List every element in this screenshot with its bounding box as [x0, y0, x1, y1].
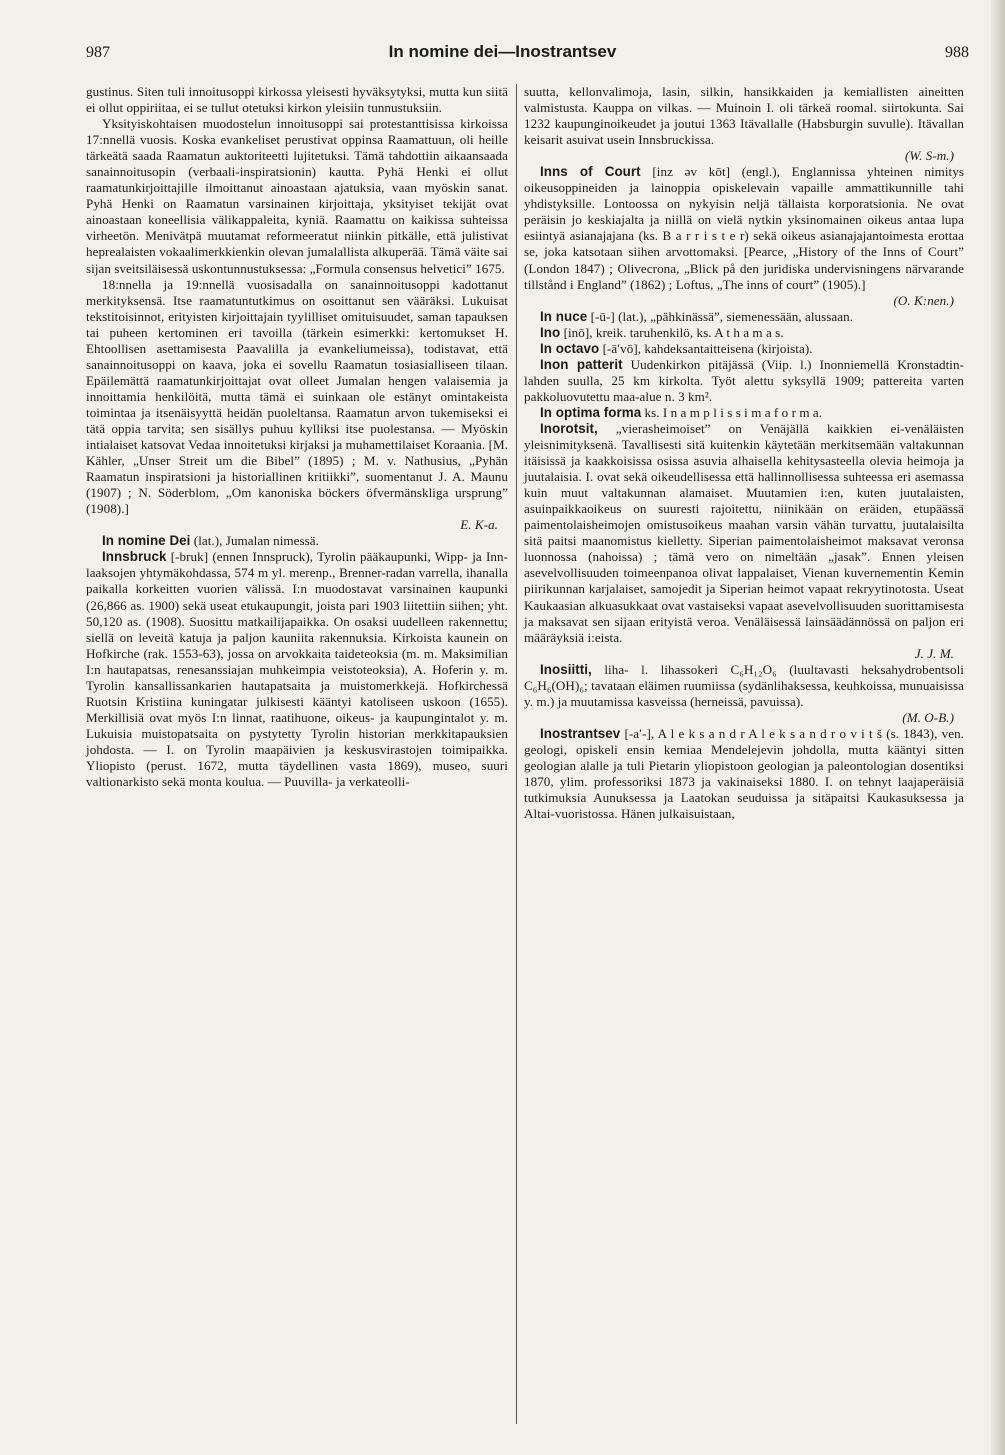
column-divider — [516, 84, 517, 1424]
entry-headword: Inns of Court — [540, 164, 641, 180]
body-paragraph — [86, 277, 508, 518]
page-number-left: 987 — [86, 44, 110, 61]
entry-text: J. J. M. — [914, 645, 954, 661]
entry-headword: Inostrantsev — [540, 725, 621, 741]
entry-paragraph — [524, 421, 964, 646]
entry-text: (lat.), Jumalan nimessä. — [193, 533, 319, 549]
entry-text: [-a′-], A l e k s a n d r A l e k s a n d r o v i t š (s. 1843), ven. geologi, opiskeli ensin kemiaa Mendelejevin johdolla, mutta kääntyi sitten geologian alalle ja tuli Pietarin yliopistoon geologian ja paleontologian dosentiksi 1870, ylim. professoriksi 1873 ja vakinaiseksi 1880. I. on tehnyt laajaperäisiä tutkimuksia Aunuksessa ja Laatokan seuduissa ja sitäpaitsi Kaukasuksessa ja Altai-vuoristossa. Hänen julkaisuistaan, — [524, 725, 964, 822]
left-column — [86, 84, 508, 790]
entry-paragraph — [524, 405, 964, 421]
entry-paragraph — [86, 549, 508, 790]
body-paragraph — [524, 84, 964, 148]
entry-text: (M. O-B.) — [902, 709, 954, 725]
entry-text: [-ū-] (lat.), „pähkinässä”, siemenessään, alussaan. — [590, 308, 854, 324]
entry-text: (O. K:nen.) — [893, 292, 954, 308]
entry-paragraph — [524, 164, 964, 292]
entry-text: 18:nnella ja 19:nnellä vuosisadalla on sanainnoitusoppi kadottanut merkityksensä. Itse raamatuntutkimus on osoittanut sen vääräksi. Lukuisat tekstitoisinnot, erityisten kirjoittajain tyylilliset omituisuudet, saman tapauksen tai puheen kertominen eri tavoilla (tärkein esimerkki: kertomukset H. Ehtoollisen asettamisesta Paavalilla ja evankeliumeissa), todistavat, että sanainnoitusoppi on kaava, joka ei sovellu Raamatun tosiasialliseen tilaan. Epäilemättä raamatunkirjoittajat ovat olleet Jumalan hengen valaisemia ja innoittamia henkilöitä, mutta tämä ei suinkaan ole estänyt omintakeista toimintaa ja itsenäisyyttä heidän puoleltansa. Raamatun arvon tukemiseksi ei tätä oppia tarvita; sen sisällys puhuu kylliksi itse puolestansa. — Myöskin intialaiset katsovat Vedaa innoitetuksi kirjaksi ja muhamettilaiset Koraania. [M. Kähler, „Unser Streit um die Bibel” (1895) ; M. v. Nathusius, „Pyhän Raamatun inspiratsioni ja historiallinen kritiikki”, suomentanut J. A. Maunu (1907) ; N. Söderblom, „Om kanoniska böckers öfvermänskliga ursprung” (1908).] — [86, 276, 508, 517]
entry-text: Uudenkirkon pitäjässä (Viip. l.) Inonniemellä Kronstadtin-lahden suulla, 25 km kirkolta. Työt alettu syksyllä 1909; pattereita varten pakkoluovutettu maa-alue n. 3 km². — [524, 356, 965, 404]
entry-paragraph — [524, 662, 964, 710]
entry-paragraph — [524, 325, 964, 341]
entry-text: [inō], kreik. taruhenkilö, ks. A t h a m a s. — [563, 324, 784, 340]
author-signature — [524, 148, 964, 164]
entry-headword: In nuce — [540, 308, 588, 324]
author-signature — [524, 646, 964, 662]
entry-headword: In optima forma — [540, 404, 642, 420]
body-paragraph — [86, 84, 508, 116]
entry-text: suutta, kellonvalimoja, lasin, silkin, hansikkaiden ja kemiallisten aineitten valmistusta. Kauppa on vilkas. — Muinoin I. oli tärkeä roomal. siirtokunta. Sai 1232 kaupunginoikeudet ja joutui 1363 Itävallalle (Habsburgin suvulle). Itävallan keisarit asuivat usein Innsbruckissa. — [524, 84, 964, 148]
entry-text: „vierasheimoiset” on Venäjällä kaikkien ei-venäläisten yleisnimityksenä. Tavallisesti sitä kuitenkin käytetään merkitsemään valtakunnan itäisissä ja kaakkoisissa osissa asuvia alhaisella kehitysasteella olevia heimoja ja juutalaisia. I. ovat sekä oikeudellisessa että hallinnollisessa suhteessa eri asemassa kuin muut valtakunnan alamaiset. Muutamien i:en, kuten juutalaisten, asuinpaikkaoikeus on suuresti rajoitettu, niinikään on eräiden, etupäässä paimentolaisheimojen omistusoikeus maahan varsin vähän turvattu, juutalaisilta sitä paitsi maanomistus kielletty. Siperian paimentolaisheimot maksavat veronsa luonnossa (nahoissa) ; tämä vero on nimeltään „jasak”. Ennen yleisen asevelvollisuuden toimeenpanoa olivat lappalaiset, Vienan kuvernementin Kemin piirikunnan karjalaiset, samojedit ja Siperian heimot vapaat rekryytinotosta. Useat Kaukaasian alkuasukkaat ovat vastaiseksi vapaat asevelvollisuuden suorittamisesta ja maksavat sen sijaan erityistä veroa. Venäläisessä lainsäädännössä on paljon eri määräyksiä i:eista. — [524, 420, 965, 645]
entry-paragraph — [524, 309, 964, 325]
entry-text: (W. S-m.) — [904, 148, 954, 164]
entry-headword: Inosiitti, — [540, 661, 592, 677]
entry-text: liha- l. lihassokeri C₆H₁₂O₆ (luultavasti heksahydrobentsoli C₆H₆(OH)₆; tavataan eläimen ruumiissa (sydänlihaksessa, keuhkoissa, munuaisissa y. m.) ja muutamissa kasveissa (herneissä, pavuissa). — [524, 661, 964, 709]
entry-text: gustinus. Siten tuli innoitusoppi kirkossa yleisesti hyväksytyksi, mutta kun siitä ei ollut oppiriitaa, ei se tullut otetuksi kirkon yleisiin tunnustuksiin. — [86, 84, 508, 116]
entry-text: ks. I n a m p l i s s i m a f o r m a. — [644, 404, 823, 420]
right-column — [524, 84, 964, 822]
author-signature — [524, 293, 964, 309]
entry-headword: In octavo — [540, 340, 600, 356]
page-number-right: 988 — [945, 44, 969, 61]
entry-text: [-ā′vō], kahdeksantaitteisena (kirjoista). — [602, 340, 813, 356]
entry-paragraph — [524, 341, 964, 357]
page-edge-shadow — [991, 0, 1005, 1455]
author-signature — [524, 710, 964, 726]
entry-text: [inz əv kōt] (engl.), Englannissa yhteinen nimitys oikeusoppineiden ja lainoppia opiskelevain vapaille ammattikunnille tahi yhdistyksille. Lontoossa on nykyisin neljä tällaista korporatsionia. Ne ovat peräisin jo keskiajalta ja niillä on vielä nytkin yksinomainen oikeus antaa lupa esiintyä asianajajana (ks. B a r r i s t e r) sekä oikeus asianajajantoimesta erottaa se, joka katsotaan siihen arvottomaksi. [Pearce, „History of the Inns of Court” (London 1847) ; Olivecrona, „Blick på den juridiska undervisningens närvarande tillstånd i England” (1862) ; Loftus, „The inns of court” (1905).] — [524, 164, 964, 292]
entry-headword: In nomine Dei — [102, 533, 191, 549]
entry-headword: Innsbruck — [102, 549, 167, 565]
entry-paragraph — [524, 726, 964, 822]
entry-text: Yksityiskohtaisen muodostelun innoitusoppi sai protestanttisissa kirkoissa 17:nnellä vuosis. Koska evankeliset perustivat oppinsa Raamattuun, oli heille tärkeätä saada Raamatun auktoriteetti lujitetuksi. Tämä tahdottiin aikaansaada sanainnoitusopin (verbaali-inspiratsionin) kautta. Pyhä Henki ei ollut raamatunkirjoittajille ilmoittanut ainoastaan ajatuksia, vaan myöskin sanat. Pyhä Henki on Raamatun varsinainen kirjoittaja, yksityiset tekijät ovat ainoastaan koneellisia välikappaleita, kyniä. Raamattu on kaikissa suhteissa virheetön. Menivätpä muutamat reformeeratut niinkin pitkälle, että julistivat heprealaisten vokaalimerkkienkin olevan jumalallista alkuperää. Tämä väite sai sijan sveitsiläisessä uskontunnustuksessa: „Formula consensus helvetici” 1675. — [86, 116, 508, 276]
entry-headword: Inorotsit, — [540, 420, 598, 436]
running-header: In nomine dei—Inostrantsev — [388, 42, 617, 61]
entry-text: [-bruk] (ennen Innspruck), Tyrolin pääkaupunki, Wipp- ja Inn-laaksojen yhtymäkohdassa, 574 m yl. merenp., Brenner-radan varrella, ihanalla paikalla korkeitten vuorien välissä. I:n muodostavat varsinainen kaupunki (26,866 as. 1900) sekä useat etukaupungit, joista pari 1903 liitettiin siihen; yht. 50,120 as. (1908). Suosittu matkailijapaikka. On osaksi uudelleen rakennettu; siellä on leveitä katuja ja paljon kauniita rakennuksia. Kirkoista kaunein on Hofkirche (rak. 1553-63), jossa on arvokkaita taideteoksia (m. m. Maksimilian I:n hautapatsas, renesanssiajan muhkeimpia veistoteoksia), A. Hoferin y. m. Tyrolin kansallissankarien hautapatsaita ja muistomerkkejä. Hofkirchessä Ruotsin Kristiina kuningatar julkisesti kääntyi katoliseen uskoon (1655). Merkillisiä ovat myös I:n linnat, raatihuone, oikeus- ja kaupungintalot y. m. Lukuisia muistopatsaita on pystytetty Tyrolin historian merkkitapauksien johdosta. — I. on Tyrolin maapäivien ja keskusvirastojen toimipaikka. Yliopisto (perust. 1672, mutta täydellinen vasta 1869), museo, suuri valtionarkisto sekä monta koulua. — Puuvilla- ja verkateolli- — [86, 549, 509, 790]
entry-paragraph — [86, 533, 508, 549]
author-signature — [86, 517, 508, 533]
entry-paragraph — [524, 357, 964, 405]
body-paragraph — [86, 116, 508, 276]
entry-text: E. K-a. — [460, 517, 498, 533]
entry-headword: Inon patterit — [540, 356, 623, 372]
entry-headword: Ino — [540, 324, 561, 340]
